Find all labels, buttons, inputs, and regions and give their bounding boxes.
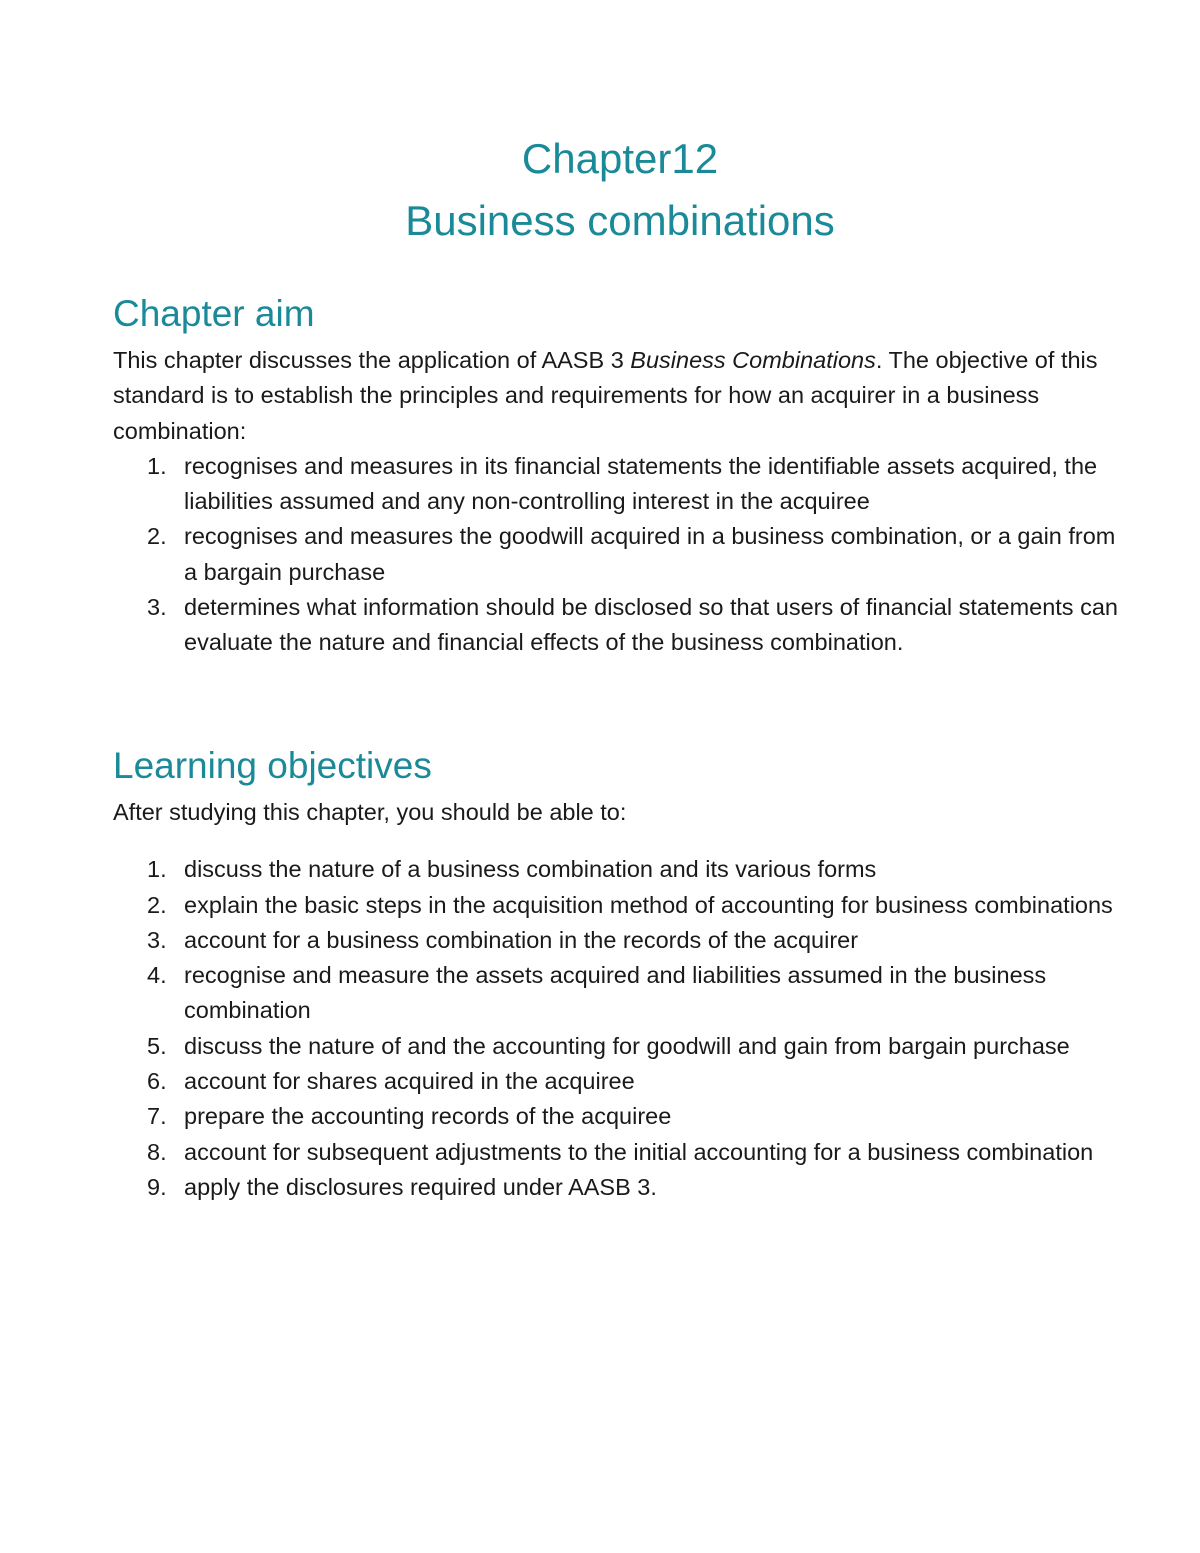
list-item-number: 4.: [147, 962, 167, 989]
learning-objectives-heading: Learning objectives: [113, 745, 432, 786]
learning-objectives-section: [113, 744, 1123, 1205]
list-item: [113, 519, 1123, 590]
list-item-text: explain the basic steps in the acquisition method of accounting for business combinations: [184, 891, 1113, 918]
list-item-number: 1.: [147, 856, 167, 883]
list-item: [113, 1170, 1123, 1205]
chapter-aim-intro-end: . The objective of this standard is to establish the principles and requirements for how an acquirer in a business combination:: [113, 347, 1098, 444]
list-item: [113, 1029, 1123, 1064]
list-item: [113, 1064, 1123, 1099]
standard-name: Business Combinations: [630, 347, 876, 373]
list-item: [113, 590, 1123, 661]
list-item: [113, 449, 1123, 520]
list-item-text: prepare the accounting records of the acquiree: [184, 1103, 672, 1130]
list-item-number: 3.: [147, 594, 167, 621]
chapter-name: Business combinations: [405, 197, 835, 244]
list-item: [113, 923, 1123, 958]
list-item-number: 8.: [147, 1138, 167, 1165]
list-item: [113, 1135, 1123, 1170]
list-item-number: 5.: [147, 1032, 167, 1059]
list-item: [113, 852, 1123, 887]
list-item-number: 2.: [147, 523, 167, 550]
list-item: [113, 1099, 1123, 1134]
chapter-aim-intro: [113, 343, 1123, 449]
list-item-text: discuss the nature of and the accounting for goodwill and gain from bargain purchase: [184, 1032, 1070, 1059]
learning-objectives-list: [113, 852, 1123, 1205]
list-item-text: discuss the nature of a business combination and its various forms: [184, 856, 877, 883]
chapter-aim-section: [113, 292, 1123, 661]
chapter-aim-list: [113, 449, 1123, 661]
list-item-number: 2.: [147, 891, 167, 918]
list-item: [113, 958, 1123, 1029]
chapter-aim-heading: Chapter aim: [113, 293, 315, 334]
list-item-number: 9.: [147, 1173, 167, 1200]
list-item-number: 6.: [147, 1068, 167, 1095]
list-item-number: 7.: [147, 1103, 167, 1130]
list-item-text: determines what information should be disclosed so that users of financial statements can evaluate the nature and financial effects of the business combination.: [184, 594, 1118, 656]
list-item-number: 3.: [147, 926, 167, 953]
learning-objectives-intro: After studying this chapter, you should be able to:: [113, 799, 627, 825]
list-item-text: account for a business combination in the records of the acquirer: [184, 926, 859, 953]
list-item-text: recognise and measure the assets acquired and liabilities assumed in the business combination: [184, 962, 1047, 1024]
list-item: [113, 888, 1123, 923]
chapter-number: Chapter12: [521, 135, 719, 182]
list-item-text: recognises and measures in its financial statements the identifiable assets acquired, the liabilities assumed and any non-controlling interest in the acquiree: [184, 452, 1098, 515]
list-item-text: account for shares acquired in the acquiree: [184, 1068, 635, 1095]
chapter-aim-intro-start: This chapter discusses the application of AASB 3: [113, 347, 631, 373]
list-item-text: apply the disclosures required under AASB 3.: [184, 1173, 657, 1200]
list-item-number: 1.: [147, 452, 167, 479]
list-item-text: recognises and measures the goodwill acquired in a business combination, or a gain from a bargain purchase: [184, 523, 1116, 585]
chapter-title: [0, 128, 1200, 252]
list-item-text: account for subsequent adjustments to the initial accounting for a business combination: [184, 1138, 1094, 1165]
